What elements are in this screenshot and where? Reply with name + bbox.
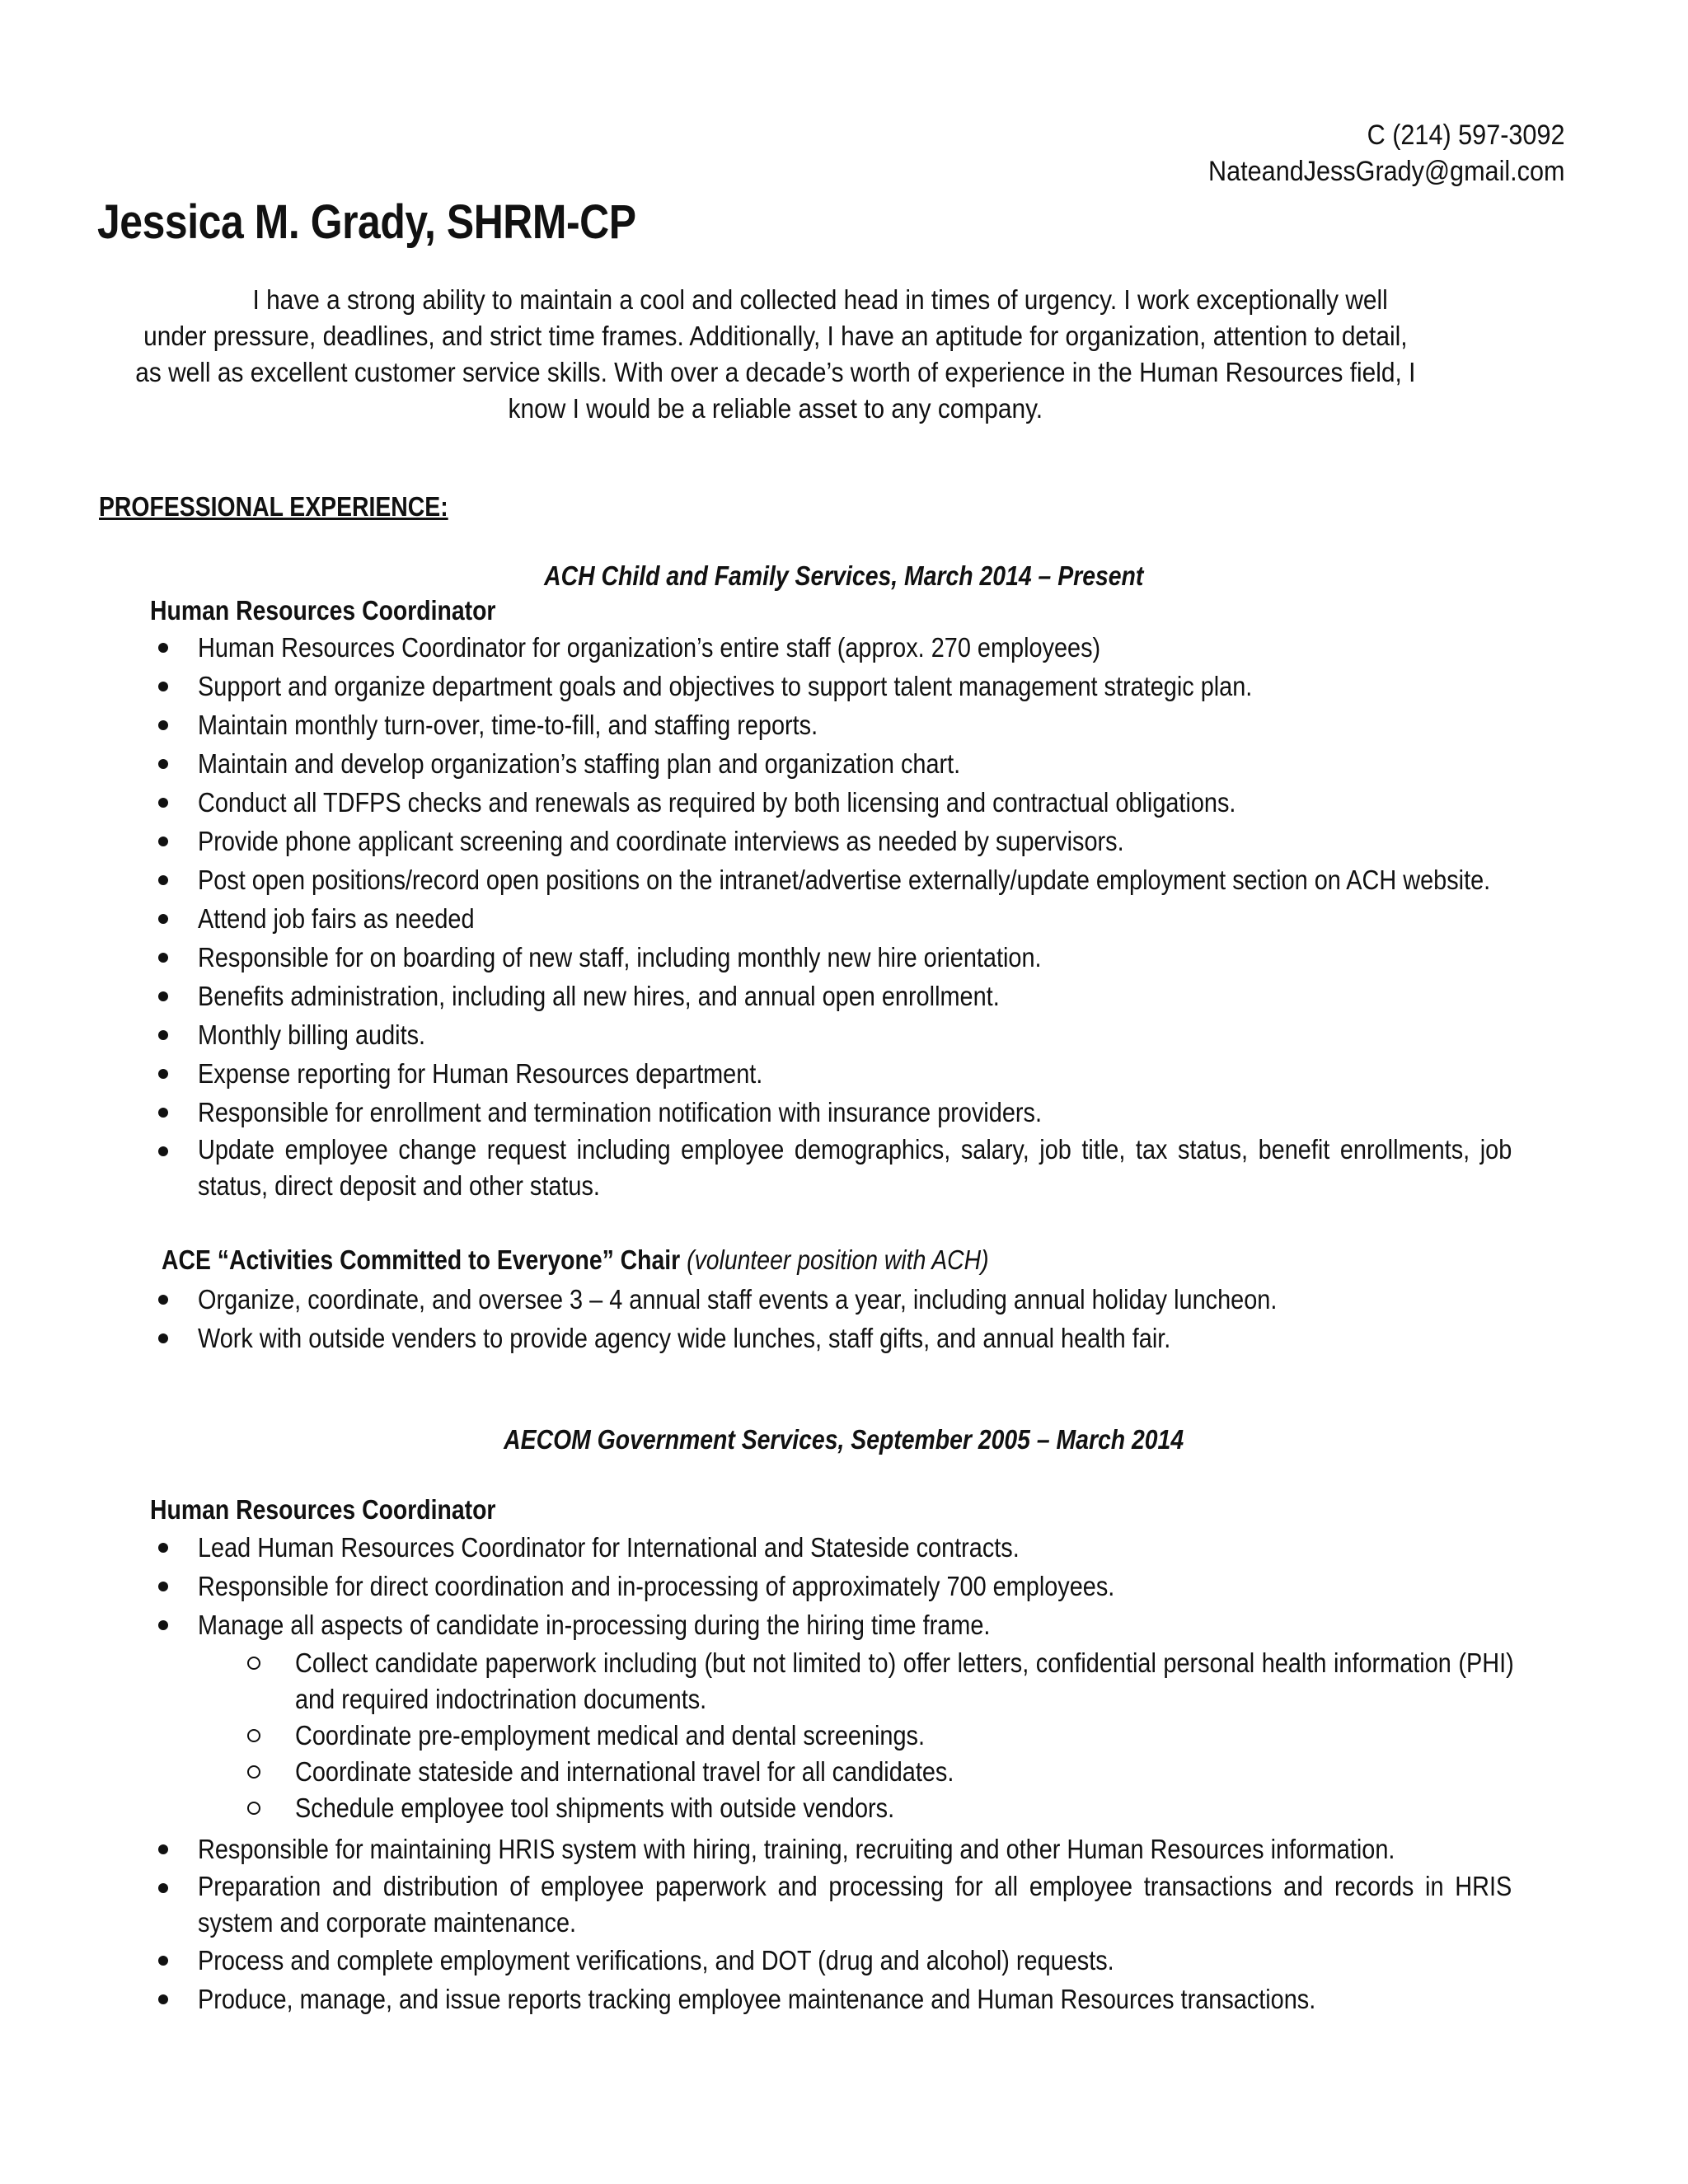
list-item: Preparation and distribution of employee paperwork and processing for all employee transactions and records in HRIS system and corporate maintenance. xyxy=(0,1868,1688,1941)
bullet-icon xyxy=(158,720,168,730)
bullet-icon xyxy=(158,1295,168,1305)
job1-bullet-list xyxy=(0,628,1688,1204)
list-item: Produce, manage, and issue reports tracking employee maintenance and Human Resources transactions. xyxy=(0,1980,1688,2018)
bullet-icon xyxy=(158,1844,168,1854)
bullet-icon xyxy=(158,837,168,846)
sub-bullet-icon xyxy=(247,1765,260,1779)
employer-heading-ach xyxy=(0,560,1688,592)
bullet-icon xyxy=(158,1582,168,1591)
bullet-icon xyxy=(158,682,168,691)
bullet-icon xyxy=(158,643,168,653)
list-item: Process and complete employment verifications, and DOT (drug and alcohol) requests. xyxy=(0,1941,1688,1980)
list-item: Responsible for on boarding of new staff, including monthly new hire orientation. xyxy=(0,938,1688,977)
list-item: Responsible for maintaining HRIS system with hiring, training, recruiting and other Human Resources information. xyxy=(0,1830,1688,1868)
list-item: Update employee change request including employee demographics, salary, job title, tax status, benefit enrollments, job status, direct deposit and other status. xyxy=(0,1132,1688,1204)
employer-heading-aecom xyxy=(0,1424,1688,1455)
list-item: Maintain and develop organization’s staffing plan and organization chart. xyxy=(0,744,1688,783)
list-item: Organize, coordinate, and oversee 3 – 4 annual staff events a year, including annual holiday luncheon. xyxy=(0,1280,1688,1319)
bullet-icon xyxy=(158,1146,168,1156)
list-item: Monthly billing audits. xyxy=(0,1015,1688,1054)
volunteer-role-note: (volunteer position with ACH) xyxy=(687,1244,989,1275)
bullet-icon xyxy=(158,1030,168,1040)
employer-heading-text: AECOM Government Services, September 2005 – March 2014 xyxy=(504,1424,1184,1455)
bullet-icon xyxy=(158,914,168,924)
list-item: Support and organize department goals and objectives to support talent management strategic plan. xyxy=(0,667,1688,705)
list-item: Lead Human Resources Coordinator for International and Stateside contracts. xyxy=(0,1528,1688,1567)
bullet-icon xyxy=(158,1994,168,2004)
list-item: Provide phone applicant screening and coordinate interviews as needed by supervisors. xyxy=(0,822,1688,860)
summary-paragraph: I have a strong ability to maintain a cool and collected head in times of urgency. I work exceptionally well under pressure, deadlines, and strict time frames. Additionally, I have an aptitude for organization, attention to detail, as well as excellent customer service skills. With over a decade’s worth of experience in the Human Resources field, I know I would be a reliable asset to any company. xyxy=(135,284,1416,424)
list-item: Manage all aspects of candidate in-processing during the hiring time frame. xyxy=(0,1605,1688,1644)
volunteer-role-name: ACE “Activities Committed to Everyone” Chair xyxy=(162,1244,681,1275)
list-item: Coordinate pre-employment medical and dental screenings. xyxy=(0,1718,1688,1754)
bullet-icon xyxy=(158,1956,168,1966)
phone-number: C (214) 597-3092 xyxy=(1367,120,1564,151)
job2-bullet-list-continued xyxy=(0,1830,1688,2018)
list-item: Responsible for enrollment and termination notification with insurance providers. xyxy=(0,1093,1688,1132)
bullet-icon xyxy=(158,798,168,808)
list-item: Responsible for direct coordination and in-processing of approximately 700 employees. xyxy=(0,1567,1688,1605)
bullet-icon xyxy=(158,1883,168,1893)
bullet-icon xyxy=(158,759,168,769)
list-item: Attend job fairs as needed xyxy=(0,899,1688,938)
bullet-icon xyxy=(158,1108,168,1118)
candidate-name: Jessica M. Grady, SHRM-CP xyxy=(97,195,636,249)
list-item: Coordinate stateside and international travel for all candidates. xyxy=(0,1754,1688,1790)
list-item: Work with outside venders to provide agency wide lunches, staff gifts, and annual health fair. xyxy=(0,1319,1688,1357)
list-item: Schedule employee tool shipments with outside vendors. xyxy=(0,1790,1688,1826)
bullet-icon xyxy=(158,1620,168,1630)
bullet-icon xyxy=(158,875,168,885)
bullet-icon xyxy=(158,1333,168,1343)
bullet-icon xyxy=(158,1543,168,1553)
job2-sub-bullet-list xyxy=(0,1645,1688,1826)
volunteer-bullet-list xyxy=(0,1280,1688,1357)
list-item: Expense reporting for Human Resources department. xyxy=(0,1054,1688,1093)
bullet-icon xyxy=(158,991,168,1001)
section-title-professional-experience: PROFESSIONAL EXPERIENCE: xyxy=(99,491,448,522)
list-item: Conduct all TDFPS checks and renewals as required by both licensing and contractual obligations. xyxy=(0,783,1688,822)
email-address: NateandJessGrady@gmail.com xyxy=(1207,156,1564,187)
sub-bullet-icon xyxy=(247,1729,260,1742)
list-item: Post open positions/record open positions on the intranet/advertise externally/update employment section on ACH website. xyxy=(0,860,1688,899)
sub-bullet-icon xyxy=(247,1802,260,1815)
bullet-icon xyxy=(158,953,168,963)
list-item: Maintain monthly turn-over, time-to-fill, and staffing reports. xyxy=(0,705,1688,744)
role-title-ach: Human Resources Coordinator xyxy=(150,595,496,626)
list-item: Collect candidate paperwork including (but not limited to) offer letters, confidential personal health information (PHI) and required indoctrination documents. xyxy=(0,1645,1688,1718)
volunteer-role-title xyxy=(162,1244,989,1276)
role-title-aecom: Human Resources Coordinator xyxy=(150,1494,496,1525)
list-item: Benefits administration, including all new hires, and annual open enrollment. xyxy=(0,977,1688,1015)
list-item: Human Resources Coordinator for organization’s entire staff (approx. 270 employees) xyxy=(0,628,1688,667)
contact-info xyxy=(1208,117,1564,190)
employer-heading-text: ACH Child and Family Services, March 2014 – Present xyxy=(544,560,1144,591)
job2-bullet-list xyxy=(0,1528,1688,1644)
sub-bullet-icon xyxy=(247,1657,260,1670)
bullet-icon xyxy=(158,1069,168,1079)
